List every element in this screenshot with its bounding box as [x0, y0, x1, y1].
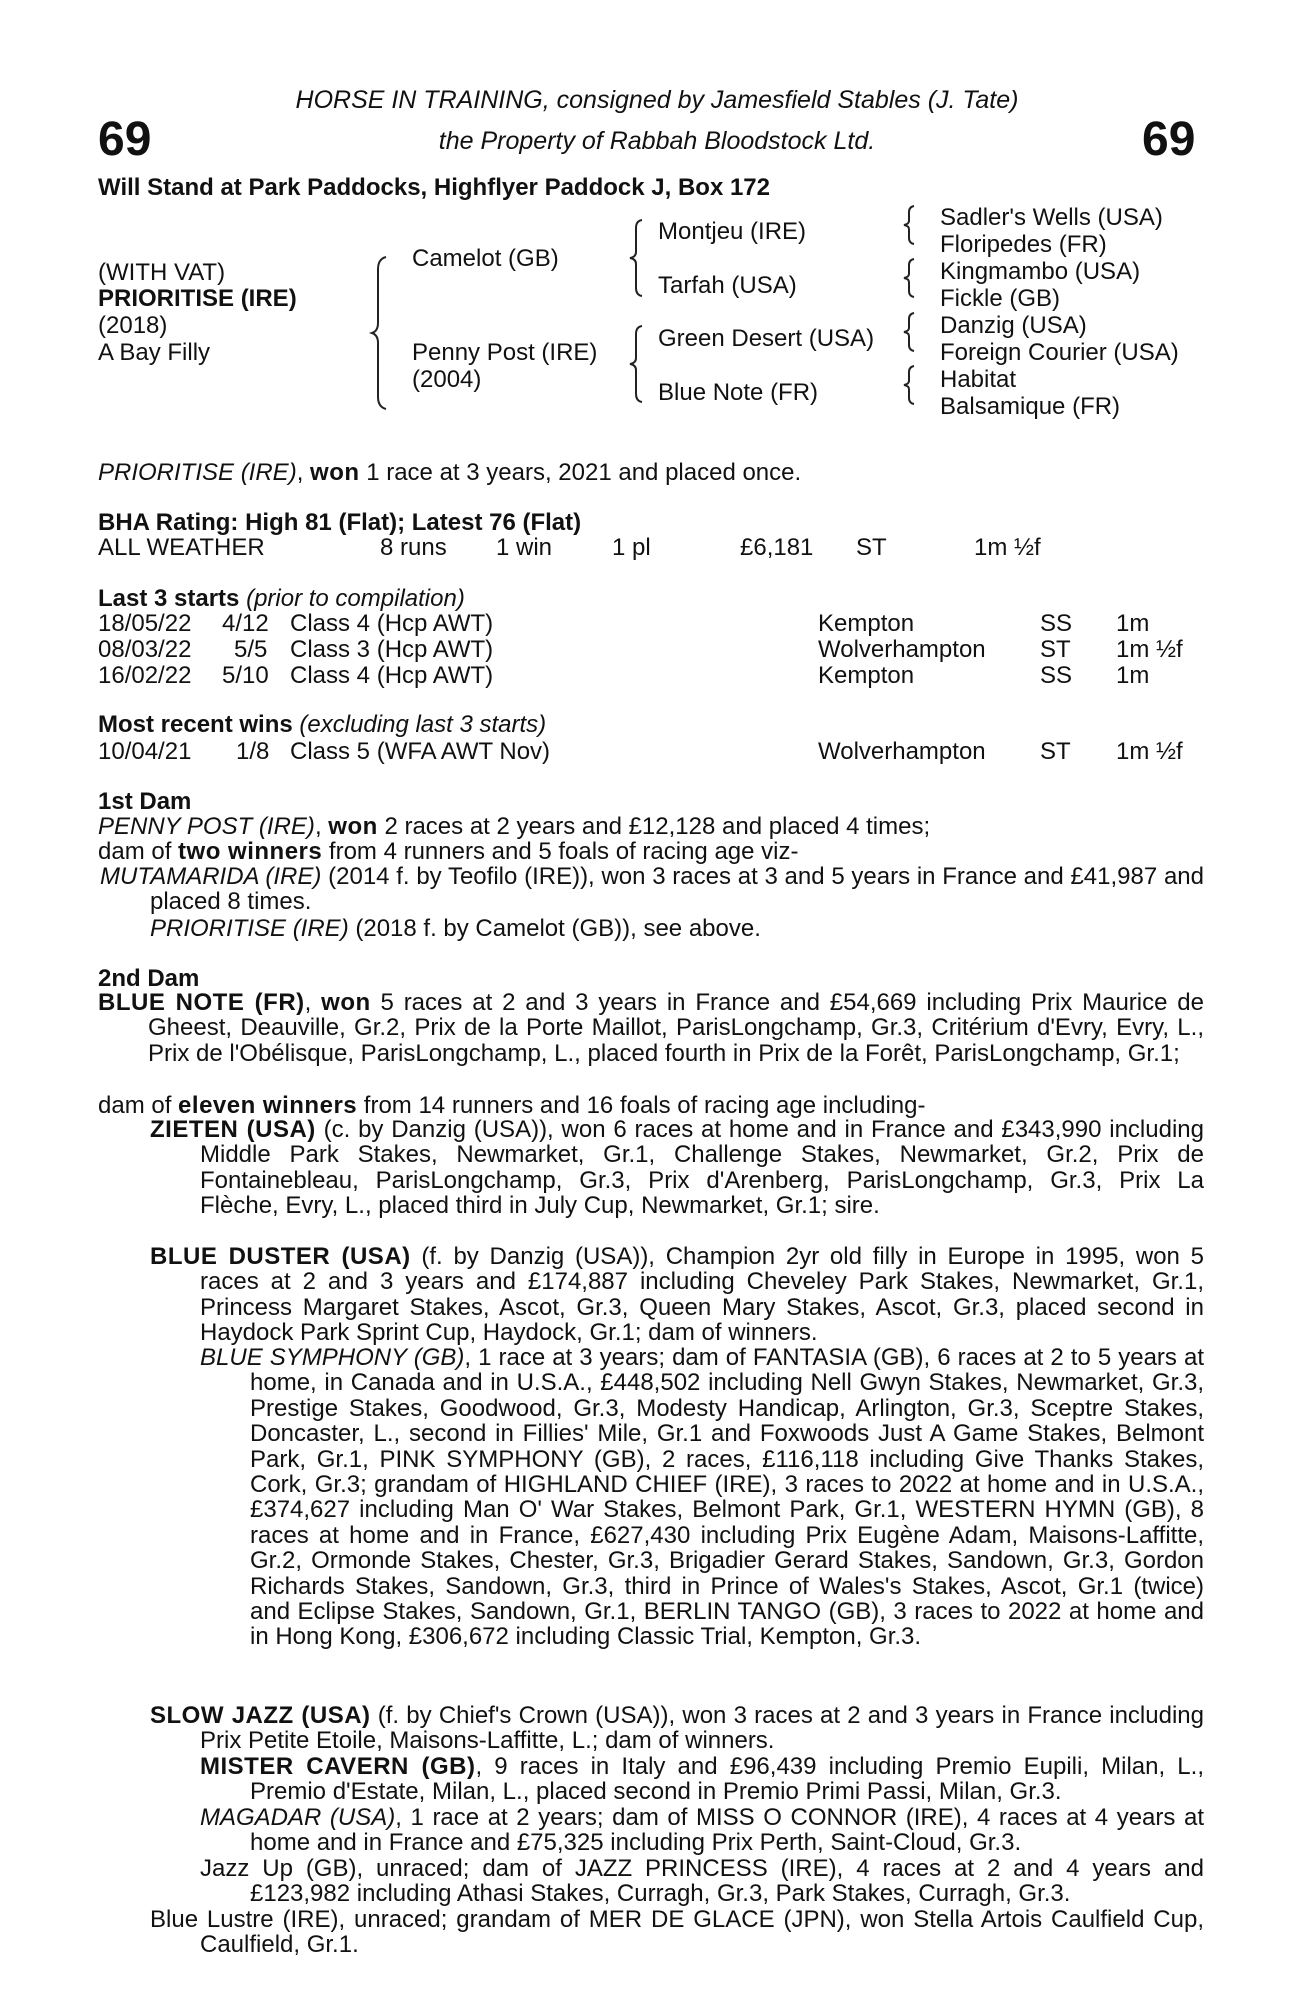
pedigree-g3-6: Foreign Courier (USA): [940, 339, 1179, 366]
last3-note: (prior to compilation): [246, 585, 465, 612]
last3-going: ST: [1040, 636, 1071, 663]
pedigree-g3-5: Danzig (USA): [940, 312, 1087, 339]
dam1-won: won: [328, 813, 378, 840]
last3-course: Kempton: [818, 610, 915, 637]
dam1-offspring-1: [100, 864, 1204, 915]
last3-distance: 1m: [1116, 662, 1150, 689]
dam2-damof-bold: eleven winners: [178, 1092, 358, 1119]
lot-number-right: 69: [1142, 113, 1196, 166]
pedigree-dam-year: (2004): [412, 366, 482, 393]
pedigree-g3-4: Fickle (GB): [940, 285, 1060, 312]
last3-pos: 4/12: [222, 610, 269, 637]
rating-going: ST: [856, 534, 887, 561]
dam1-produce-summary: [98, 838, 798, 866]
lustre-text: Blue Lustre (IRE), unraced; grandam of MER DE GLACE (JPN), won Stella Artois Caulfield Cup, Caulfield, Gr.1.: [150, 1906, 1204, 1959]
property-line: the Property of Rabbah Bloodstock Ltd.: [438, 127, 876, 155]
last3-date: 16/02/22: [98, 662, 192, 689]
offspring-text: (2018 f. by Camelot (GB)), see above.: [348, 915, 761, 942]
pedigree-bracket-g3-3: [902, 311, 918, 353]
pedigree-bracket-g3-4: [902, 364, 918, 406]
magadar-name: MAGADAR (USA): [200, 1804, 396, 1831]
horse-name: PRIORITISE (IRE): [98, 285, 297, 312]
dam2-slow-jazz: [150, 1702, 1204, 1755]
pedigree-dam-sire: Green Desert (USA): [658, 325, 875, 352]
dam2-jazz-up: [200, 1855, 1204, 1908]
last3-distance: 1m: [1116, 610, 1150, 637]
pedigree-g3-1: Sadler's Wells (USA): [940, 204, 1163, 231]
horse-year: (2018): [98, 312, 168, 339]
last3-pos: 5/5: [234, 636, 268, 663]
zieten-name: ZIETEN (USA): [150, 1116, 316, 1143]
consignor-line: HORSE IN TRAINING, consigned by Jamesfield Stables (J. Tate): [295, 86, 1019, 114]
jazz-name: SLOW JAZZ (USA): [150, 1702, 371, 1729]
pedigree-g3-8: Balsamique (FR): [940, 393, 1121, 420]
location-line: Will Stand at Park Paddocks, Highflyer Paddock J, Box 172: [98, 174, 770, 201]
last3-class: Class 3 (Hcp AWT): [290, 636, 494, 663]
dam2-won: won: [321, 989, 371, 1016]
dam1-damof-post: from 4 runners and 5 foals of racing age viz-: [322, 838, 799, 865]
dam1-text: 2 races at 2 years and £12,128 and placed 4 times;: [377, 813, 931, 840]
dam2-record: BLUE NOTE (FR), won 5 races at 2 and 3 years in France and £54,669 including Prix Maurice de Gheest, Deauville, Gr.2, Prix de la Porte Maillot, ParisLongchamp, Gr.3, Critérium d'Evry, Evry, L., Prix de l'Obélisque, ParisLongchamp, L., placed fourth in Prix de la Forêt, ParisLongchamp, Gr.1;: [98, 989, 1204, 1067]
pedigree-g3-2: Floripedes (FR): [940, 231, 1107, 258]
last3-course: Kempton: [818, 662, 915, 689]
bha-rating-title: BHA Rating: High 81 (Flat); Latest 76 (Flat): [98, 509, 582, 536]
jazz-text: (f. by Chief's Crown (USA)), won 3 races at 2 and 3 years in France including Prix Petite Etoile, Maisons-Laffitte, L.; dam of winners.: [200, 1702, 1204, 1755]
pedigree-bracket-dam: [628, 324, 648, 404]
dam2-damof-post: from 14 runners and 16 foals of racing age including-: [357, 1092, 926, 1119]
summary-horse-name: PRIORITISE (IRE): [98, 459, 297, 486]
pedigree-bracket-g3-1: [902, 204, 918, 246]
zieten-text: (c. by Danzig (USA)), won 6 races at home and in France and £343,990 including Middle Park Stakes, Newmarket, Gr.1, Challenge Stakes, Newmarket, Gr.2, Prix de Fontainebleau, ParisLongchamp, Gr.3, Prix d'Arenberg, ParisLongchamp, Gr.3, Prix La Flèche, Evry, L., placed third in July Cup, Newmarket, Gr.1; sire.: [200, 1116, 1204, 1220]
pedigree-bracket-g3-2: [902, 257, 918, 299]
offspring-name: PRIORITISE (IRE): [150, 915, 349, 942]
magadar-text: , 1 race at 2 years; dam of MISS O CONNOR (IRE), 4 races at 4 years at home and in France and £75,325 including Prix Perth, Saint-Cloud, Gr.3.: [250, 1804, 1204, 1857]
summary-won: won: [310, 459, 360, 486]
rating-distance: 1m ½f: [974, 534, 1041, 561]
pedigree-g3-3: Kingmambo (USA): [940, 258, 1141, 285]
last3-course: Wolverhampton: [818, 636, 986, 663]
horse-description: A Bay Filly: [98, 339, 211, 366]
symphony-text: , 1 race at 3 years; dam of FANTASIA (GB), 6 races at 2 to 5 years at home, in Canada and in U.S.A., £448,502 including Nell Gwyn Stakes, Newmarket, Gr.3, Prestige Stakes, Goodwood, Gr.3, Modesty Handicap, Arlington, Gr.3, Sceptre Stakes, Doncaster, L., second in Fillies' Mile, Gr.1 and Foxwoods Just A Game Stakes, Belmont Park, Gr.1, PINK SYMPHONY (GB), 2 races, £116,118 including Give Thanks Stakes, Cork, Gr.3; grandam of HIGHLAND CHIEF (IRE), 3 races to 2022 at home and in U.S.A., £374,627 including Man O' War Stakes, Belmont Park, Gr.1, WESTERN HYMN (GB), 8 races at home and in France, £627,430 including Prix Eugène Adam, Maisons-Laffitte, Gr.2, Ormonde Stakes, Chester, Gr.3, Brigadier Gerard Stakes, Sandown, Gr.3, Gordon Richards Stakes, Sandown, Gr.3, third in Prince of Wales's Stakes, Ascot, Gr.1 (twice) and Eclipse Stakes, Sandown, Gr.1, BERLIN TANGO (GB), 3 races to 2022 at home and in Hong Kong, £306,672 including Classic Trial, Kempton, Gr.3.: [250, 1344, 1204, 1651]
rating-wins: 1 win: [496, 534, 553, 561]
pedigree-dam: Penny Post (IRE): [412, 339, 598, 366]
pedigree-sire-sire: Montjeu (IRE): [658, 218, 807, 245]
last3-going: SS: [1040, 662, 1073, 689]
dam2-blue-duster: [150, 1243, 1204, 1347]
jazzup-text: Jazz Up (GB), unraced; dam of JAZZ PRINCESS (IRE), 4 races at 2 and 4 years and £123,982 including Athasi Stakes, Curragh, Gr.3, Park Stakes, Curragh, Gr.3.: [200, 1855, 1204, 1908]
duster-text: (f. by Danzig (USA)), Champion 2yr old filly in Europe in 1995, won 5 races at 2 and 3 years and £174,887 including Cheveley Park Stakes, Newmarket, Gr.1, Princess Margaret Stakes, Ascot, Gr.3, Queen Mary Stakes, Ascot, Gr.3, placed second in Haydock Park Sprint Cup, Haydock, Gr.1; dam of winners.: [200, 1243, 1204, 1347]
last3-class: Class 4 (Hcp AWT): [290, 610, 494, 637]
dam1-title: 1st Dam: [98, 788, 192, 815]
recent-distance: 1m ½f: [1116, 738, 1183, 765]
dam2-zieten: [150, 1116, 1204, 1220]
lot-number-left: 69: [98, 113, 152, 166]
last3-date: 08/03/22: [98, 636, 192, 663]
rating-runs: 8 runs: [380, 534, 447, 561]
dam1-record: PENNY POST (IRE), won 2 races at 2 years and £12,128 and placed 4 times;: [98, 813, 931, 840]
dam2-mister-cavern: [200, 1753, 1204, 1806]
last3-going: SS: [1040, 610, 1073, 637]
last3-title: Last 3 starts: [98, 585, 240, 612]
dam2-blue-symphony: [200, 1344, 1204, 1651]
pedigree-sire: Camelot (GB): [412, 245, 559, 272]
rating-surface: ALL WEATHER: [98, 534, 265, 561]
recent-class: Class 5 (WFA AWT Nov): [290, 738, 551, 765]
dam1-name: PENNY POST (IRE): [98, 813, 315, 840]
cavern-text: , 9 races in Italy and £96,439 including Premio Eupili, Milan, L., Premio d'Estate, Milan, L., placed second in Premio Primi Passi, Milan, Gr.3.: [250, 1753, 1204, 1806]
dam1-damof-pre: dam of: [98, 838, 179, 865]
recent-course: Wolverhampton: [818, 738, 986, 765]
race-summary: PRIORITISE (IRE), won 1 race at 3 years, 2021 and placed once.: [98, 459, 802, 486]
last3-date: 18/05/22: [98, 610, 192, 637]
symphony-name: BLUE SYMPHONY (GB): [200, 1344, 465, 1371]
dam1-damof-bold: two winners: [178, 838, 323, 865]
last3-distance: 1m ½f: [1116, 636, 1183, 663]
dam2-record-text: 5 races at 2 and 3 years in France and £54,669 including Prix Maurice de Gheest, Deauville, Gr.2, Prix de la Porte Maillot, ParisLongchamp, Gr.3, Critérium d'Evry, Evry, L., Prix de l'Obélisque, ParisLongchamp, L., placed fourth in Prix de la Forêt, ParisLongchamp, Gr.1;: [148, 989, 1204, 1067]
last3-pos: 5/10: [222, 662, 269, 689]
recent-wins-title: Most recent wins: [98, 711, 293, 738]
recent-pos: 1/8: [236, 738, 270, 765]
summary-rest: 1 race at 3 years, 2021 and placed once.: [359, 459, 802, 486]
recent-wins-heading: [98, 711, 546, 739]
dam2-blue-lustre: [150, 1906, 1204, 1959]
offspring-name: MUTAMARIDA (IRE): [100, 863, 322, 890]
dam2-title: 2nd Dam: [98, 965, 200, 992]
pedigree-sire-dam: Tarfah (USA): [658, 272, 797, 299]
rating-placed: 1 pl: [612, 534, 651, 561]
pedigree-bracket-main: [370, 255, 390, 410]
duster-name: BLUE DUSTER (USA): [150, 1243, 411, 1270]
dam2-name: BLUE NOTE (FR): [98, 989, 305, 1016]
pedigree-g3-7: Habitat: [940, 366, 1017, 393]
last3-class: Class 4 (Hcp AWT): [290, 662, 494, 689]
dam2-damof-pre: dam of: [98, 1092, 179, 1119]
vat-label: (WITH VAT): [98, 259, 226, 286]
recent-wins-note: (excluding last 3 starts): [299, 711, 547, 738]
dam1-offspring-2: [150, 915, 761, 943]
recent-going: ST: [1040, 738, 1071, 765]
dam2-magadar: [200, 1804, 1204, 1857]
pedigree-dam-dam: Blue Note (FR): [658, 379, 819, 406]
rating-prize: £6,181: [740, 534, 814, 561]
recent-date: 10/04/21: [98, 738, 192, 765]
last3-heading: [98, 585, 465, 613]
cavern-name: MISTER CAVERN (GB): [200, 1753, 476, 1780]
offspring-text: (2014 f. by Teofilo (IRE)), won 3 races at 3 and 5 years in France and £41,987 and placed 8 times.: [150, 863, 1204, 916]
pedigree-bracket-sire: [628, 218, 648, 298]
